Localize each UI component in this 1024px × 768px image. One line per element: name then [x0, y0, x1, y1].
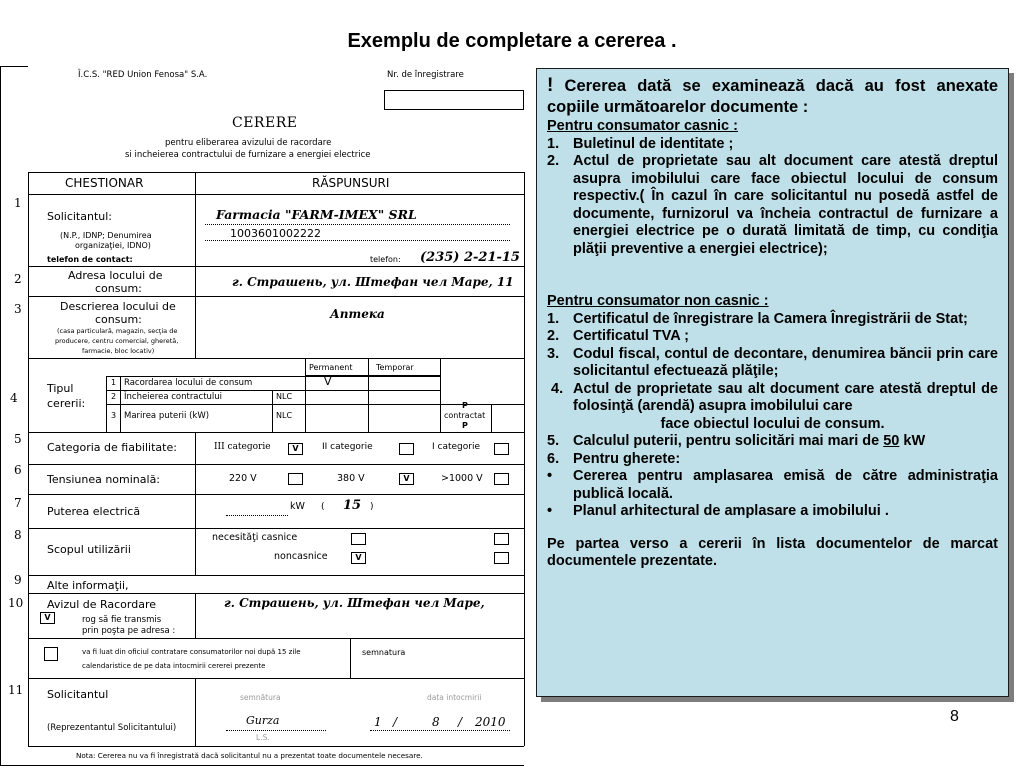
type-row-1-num: 1 [111, 378, 117, 387]
row-number-2: 2 [14, 272, 22, 286]
phone-handwritten: (235) 2-21-15 [420, 250, 520, 265]
type-label-1: Tipul [47, 382, 74, 395]
company-name: Î.C.S. "RED Union Fenosa" S.A. [78, 70, 208, 80]
nonhousehold-item-number: 2. [547, 328, 560, 344]
power-paren-open: ( [321, 502, 325, 512]
company-name-handwritten: Farmacia "FARM-IMEX" SRL [216, 207, 417, 222]
idno-value: 1003601002222 [230, 227, 321, 240]
household-section-title: Pentru consumator casnic : [547, 118, 738, 134]
description-sub-1: (casa particulară, magazin, secţia de [57, 327, 178, 335]
col-permanent: Permanent [309, 363, 353, 372]
contract-office-checkbox[interactable] [44, 647, 58, 661]
p-contract-text: contractat [444, 411, 486, 420]
kiosk-item [547, 503, 998, 521]
power-unit: kW [290, 501, 305, 512]
category-1-checkbox[interactable] [494, 443, 509, 455]
row-number-8: 8 [14, 528, 22, 542]
household-item [547, 153, 998, 258]
type-row-2-num: 2 [111, 392, 117, 401]
nonhousehold-item-number: 3. [547, 345, 560, 362]
voltage-380-checkbox[interactable]: V [399, 473, 414, 485]
description-label-1: Descrierea locului de [60, 300, 176, 313]
nonhousehold-item-text [573, 433, 998, 451]
scope-nonhousehold-label: noncasnice [274, 551, 328, 562]
row-number-10: 10 [8, 596, 24, 610]
nonhousehold-item-number: 6. [547, 450, 560, 467]
bullet-icon: • [547, 503, 553, 519]
aviz-mail-text-2: prin poşta pe adresa : [82, 626, 176, 636]
voltage-label: Tensiunea nominală: [47, 473, 161, 486]
panel-intro-text: Cererea dată se examinează dacă au fost anexate copiile următoarelor documente : [547, 77, 998, 116]
nonhousehold-item [547, 346, 998, 381]
nonhousehold-item-text: Pentru gherete: [573, 450, 681, 467]
voltage-380-label: 380 V [337, 473, 365, 484]
type-row-2-text: Încheierea contractului [124, 392, 223, 402]
type-row-3-num: 3 [111, 411, 117, 420]
voltage-220-checkbox[interactable] [288, 473, 303, 485]
category-2-label: II categorie [322, 442, 373, 452]
signature-label: semnatura [362, 648, 406, 657]
date-month: 8 [432, 715, 440, 729]
nonhousehold-section-title: Pentru consumator non casnic : [547, 293, 769, 309]
type-row-1-text: Racordarea locului de consum [124, 378, 253, 388]
description-sub-2: producere, centru comercial, gheretă, [55, 337, 179, 345]
applicant-sub-2: organizaţiei, IDNO) [75, 241, 151, 250]
household-item-text: Buletinul de identitate ; [573, 135, 734, 152]
aviz-address-handwritten: г. Страшень, ул. Штефан чел Маре, [224, 596, 485, 610]
phone-contact-label: telefon de contact: [47, 255, 133, 264]
scope-household-checkbox[interactable] [351, 533, 366, 545]
category-3-label: III categorie [214, 442, 271, 452]
registration-label: Nr. de înregistrare [387, 70, 464, 80]
address-label-1: Adresa locului de [68, 269, 163, 282]
row-number-6: 6 [14, 463, 22, 477]
nonhousehold-item-text: Actul de proprietate sau alt document care atestă dreptul de folosinţă (arendă) asupra imobilului care [573, 380, 998, 414]
power-handwritten: 15 [343, 498, 362, 513]
description-sub-3: farmacie, bloc locativ) [82, 347, 155, 355]
scope-label: Scopul utilizării [47, 543, 131, 556]
voltage-1000-checkbox[interactable] [494, 473, 509, 485]
household-item-text: Actul de proprietate sau alt document care atestă dreptul asupra imobilului care face obiectul locului de consum respectiv.( În cazul în care solicitantul nu posedă astfel de documente, furnizorul va încheia contractul de furnizare a energiei electrice pe o durată limitată de timp, cu condiţia plăţii preventive a energiei electrice); [573, 153, 998, 257]
address-label-2: consum: [95, 282, 142, 295]
description-handwritten: Аптека [330, 307, 385, 321]
registration-number-field[interactable] [384, 90, 524, 110]
row-number-4: 4 [10, 391, 18, 405]
power-calc-unit: kW [899, 433, 926, 449]
p-contract-p2: P [462, 421, 468, 430]
contract-note-1: va fi luat din oficiul contratare consumatorilor noi după 15 zile [82, 648, 301, 656]
type-row-3-text: Marirea puterii (kW) [124, 411, 210, 421]
page-number: 8 [950, 708, 959, 725]
nonhousehold-item [547, 381, 998, 416]
power-threshold: 50 [883, 433, 900, 449]
applicant-signature-handwritten: Gurza [246, 714, 280, 727]
nonhousehold-item-text: Codul fiscal, contul de decontare, denumirea băncii prin care solicitantul efectuează plăţile; [573, 345, 998, 379]
type-label-2: cererii: [47, 397, 86, 410]
date-year: 2010 [475, 715, 506, 729]
aviz-mail-text-1: rog să fie transmis [82, 615, 162, 625]
household-item-number: 2. [547, 153, 560, 169]
footnote: Nota: Cererea nu va fi înregistrată dacă solicitantul nu a prezentat toate documentele necesare. [76, 751, 423, 760]
required-documents-panel [536, 68, 1009, 697]
type-row-3-nlc: NLC [276, 411, 293, 420]
p-contract-p: P [462, 401, 468, 410]
nonhousehold-item [547, 328, 998, 346]
category-1-label: I categorie [432, 442, 481, 452]
nonhousehold-item-text: Certificatul TVA ; [573, 328, 690, 344]
row-number-9: 9 [14, 573, 22, 587]
reliability-label: Categoria de fiabilitate: [47, 441, 177, 454]
signature-hint: semnătura [240, 693, 281, 702]
power-calc-text: Calculul puterii, pentru solicitări mai mari de [573, 433, 884, 449]
row-number-5: 5 [14, 432, 22, 446]
description-label-2: consum: [95, 313, 142, 326]
nonhousehold-item [547, 433, 998, 451]
address-handwritten: г. Страшень, ул. Штефан чел Маре, 11 [232, 275, 514, 289]
nonhousehold-item-continuation: face obiectul locului de consum. [660, 415, 885, 432]
applicant-label: Solicitantul: [47, 210, 113, 223]
header-chestionar: CHESTIONAR [65, 176, 144, 190]
col-temporar: Temporar [376, 363, 414, 372]
kiosk-item-text: Cererea pentru amplasarea emisă de către administraţia publică locală. [573, 468, 998, 502]
header-raspunsuri: RĂSPUNSURI [312, 176, 390, 190]
row-number-1: 1 [14, 196, 22, 210]
application-form [0, 66, 528, 766]
scope-nonhousehold-checkbox-2[interactable] [494, 552, 509, 564]
nonhousehold-item-text: Certificatul de înregistrare la Camera Înregistrării de Stat; [573, 310, 968, 327]
bullet-icon: • [547, 468, 553, 484]
row-number-3: 3 [14, 302, 22, 316]
power-paren-close: ) [370, 502, 374, 512]
date-day: 1 [374, 715, 382, 729]
form-subtitle-2: si incheierea contractului de furnizare a energiei electrice [125, 150, 371, 160]
applicant-representative-label: (Reprezentantul Solicitantului) [47, 723, 177, 733]
row-number-7: 7 [14, 496, 22, 510]
power-label: Puterea electrică [47, 505, 141, 518]
date-sep-1: / [393, 715, 398, 729]
aviz-label: Avizul de Racordare [47, 598, 157, 611]
contract-note-2: calendaristice de pe data intocmirii cererei prezente [82, 662, 266, 670]
household-item [547, 136, 998, 154]
ls-stamp: L.S. [256, 733, 270, 742]
household-item-number: 1. [547, 135, 560, 152]
category-3-checkbox[interactable]: V [288, 443, 303, 455]
panel-intro [547, 75, 998, 118]
type-permanent-mark: V [324, 375, 332, 388]
nonhousehold-item-number: 5. [547, 433, 560, 449]
other-info-label: Alte informaţii, [47, 579, 129, 592]
applicant-sub-1: (N.P., IDNP; Denumirea [60, 231, 152, 240]
voltage-220-label: 220 V [229, 473, 257, 484]
nonhousehold-item [547, 311, 998, 329]
nonhousehold-item [547, 451, 998, 469]
form-title: CERERE [232, 115, 298, 131]
category-2-checkbox[interactable] [399, 443, 414, 455]
slide-title: Exemplu de completare a cererea . [347, 30, 677, 52]
exclamation-mark: ! [547, 75, 554, 96]
aviz-mail-checkbox[interactable]: V [40, 612, 55, 624]
scope-household-checkbox-2[interactable] [494, 533, 509, 545]
nonhousehold-item-number: 1. [547, 310, 560, 327]
voltage-1000-label: >1000 V [441, 473, 483, 484]
scope-household-label: necesităţi casnice [212, 532, 298, 543]
applicant-signature-label: Solicitantul [47, 688, 109, 701]
date-sep-2: / [458, 715, 463, 729]
kiosk-item-text: Planul arhitectural de amplasare a imobilului . [573, 503, 889, 519]
nonhousehold-item-number: 4. [551, 380, 564, 397]
kiosk-item [547, 468, 998, 503]
phone-label: telefon: [370, 255, 401, 264]
scope-nonhousehold-checkbox[interactable]: V [351, 552, 366, 564]
panel-closing-note: Pe partea verso a cererii în lista documentelor de marcat documentele prezentate. [547, 535, 998, 569]
form-subtitle-1: pentru eliberarea avizului de racordare [165, 138, 332, 148]
date-hint: data intocmirii [427, 693, 482, 702]
row-number-11: 11 [8, 683, 24, 697]
type-row-2-nlc: NLC [276, 392, 293, 401]
